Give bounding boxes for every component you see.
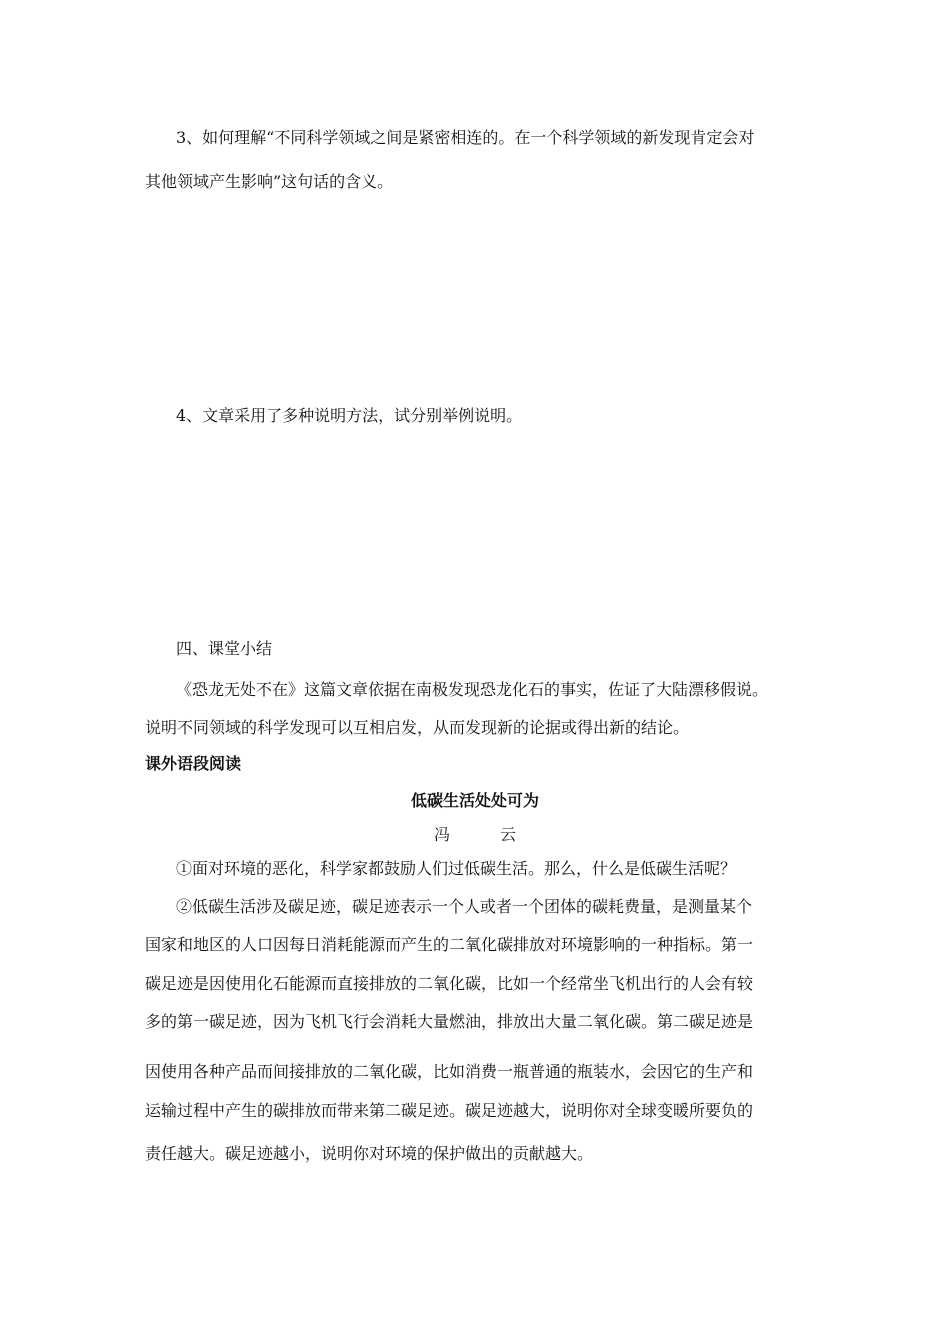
summary-heading: 四、课堂小结 <box>176 639 273 658</box>
question-3-line-1: 3、如何理解“不同科学领域之间是紧密相连的。在一个科学领域的新发现肯定会对 <box>176 128 755 147</box>
question-3-line-2: 其他领域产生影响”这句话的含义。 <box>145 172 394 191</box>
summary-line-2: 说明不同领域的科学发现可以互相启发，从而发现新的论据或得出新的结论。 <box>145 718 690 737</box>
article-title: 低碳生活处处可为 <box>410 791 539 810</box>
article-author <box>0 823 950 847</box>
author-first-char: 冯 <box>433 825 450 844</box>
paragraph-2-line-2: 国家和地区的人口因每日消耗能源而产生的二氧化碳排放对环境影响的一种指标。第一 <box>145 935 754 954</box>
paragraph-2-line-1: ②低碳生活涉及碳足迹，碳足迹表示一个人或者一个团体的碳耗费量，是测量某个 <box>176 897 753 916</box>
paragraph-1: ①面对环境的恶化，科学家都鼓励人们过低碳生活。那么，什么是低碳生活呢？ <box>176 859 737 878</box>
author-last-char: 云 <box>500 825 517 844</box>
extra-reading-heading: 课外语段阅读 <box>145 754 242 773</box>
paragraph-2-line-3: 碳足迹是因使用化石能源而直接排放的二氧化碳，比如一个经常坐飞机出行的人会有较 <box>145 974 754 993</box>
paragraph-2-line-7: 责任越大。碳足迹越小，说明你对环境的保护做出的贡献越大。 <box>145 1144 594 1163</box>
question-4-line-1: 4、文章采用了多种说明方法，试分别举例说明。 <box>176 406 523 425</box>
summary-line-1: 《恐龙无处不在》这篇文章依据在南极发现恐龙化石的事实，佐证了大陆漂移假说。 <box>176 680 769 699</box>
paragraph-2-line-4: 多的第一碳足迹，因为飞机飞行会消耗大量燃油，排放出大量二氧化碳。第二碳足迹是 <box>145 1012 754 1031</box>
paragraph-2-line-5: 因使用各种产品而间接排放的二氧化碳，比如消费一瓶普通的瓶装水，会因它的生产和 <box>145 1062 754 1081</box>
paragraph-2-line-6: 运输过程中产生的碳排放而带来第二碳足迹。碳足迹越大，说明你对全球变暖所要负的 <box>145 1101 754 1120</box>
